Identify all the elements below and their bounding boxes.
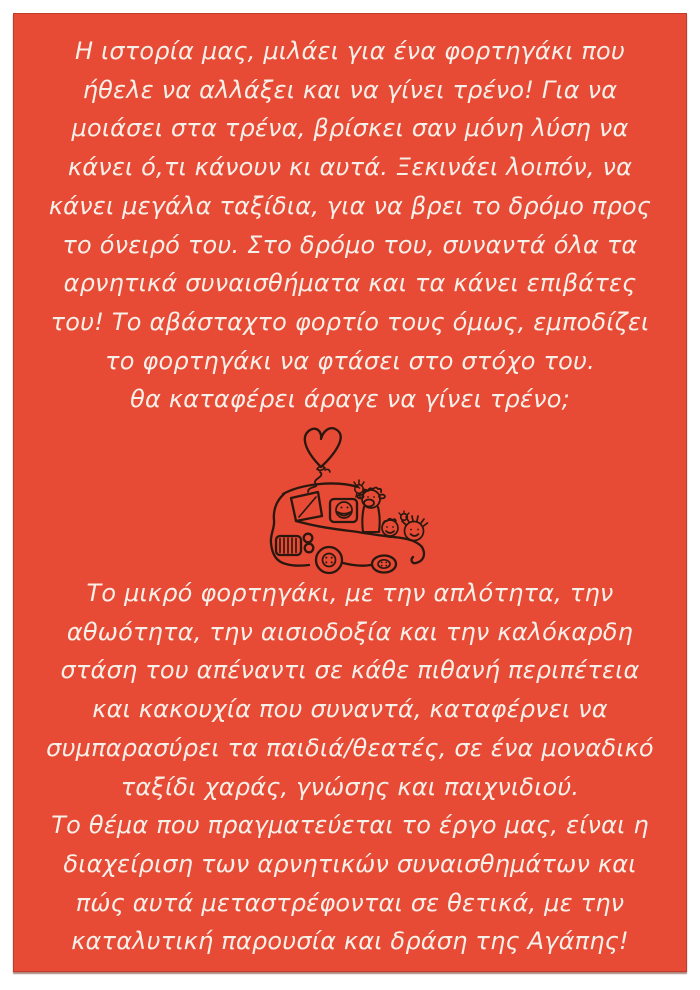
- story-line: ήθελε να αλλάξει και να γίνει τρένο! Για να: [82, 75, 618, 104]
- story-line: πώς αυτά μεταστρέφονται σε θετικά, με την: [75, 888, 625, 917]
- story-paragraph-bottom: [14, 574, 686, 961]
- heart-balloon-icon: [305, 428, 341, 472]
- story-paragraph-top: [14, 32, 686, 419]
- rear-child-character: [399, 511, 428, 541]
- front-wheel: [316, 547, 342, 573]
- story-line: κάνει ό,τι κάνουν κι αυτά. Ξεκινάει λοιπόν, να: [67, 153, 633, 182]
- story-line: κάνει μεγάλα ταξίδια, για να βρει το δρόμο προς: [48, 191, 652, 220]
- story-line: Το θέμα που πραγματεύεται το έργο μας, είναι η: [51, 811, 649, 840]
- headlight: [304, 534, 313, 543]
- story-line: θα καταφέρει άραγε να γίνει τρένο;: [130, 385, 570, 414]
- story-line: αρνητικά συναισθήματα και τα κάνει επιβάτες: [63, 269, 637, 298]
- truck-heart-doodle-svg: [263, 421, 498, 576]
- truck-body: [271, 483, 424, 565]
- story-line: και κακουχία που συναντά, καταφέρνει να: [92, 695, 608, 724]
- story-line: μοιάσει στα τρένα, βρίσκει σαν μόνη λύση να: [71, 114, 629, 143]
- sheep-character: [358, 488, 386, 533]
- story-line: καταλυτική παρουσία και δράση της Αγάπης!: [71, 927, 629, 956]
- child-character: [382, 519, 398, 536]
- story-line: διαχείριση των αρνητικών συναισθημάτων και: [63, 849, 637, 878]
- story-line: το όνειρό του. Στο δρόμο του, συναντά όλα τα: [62, 230, 638, 259]
- story-line: συμπαρασύρει τα παιδιά/θεατές, σε ένα μοναδικό: [46, 733, 654, 762]
- headlight: [305, 544, 314, 553]
- rear-wheel: [372, 556, 396, 573]
- story-line: το φορτηγάκι να φτάσει στο στόχο του.: [105, 346, 595, 375]
- red-poster-panel: [13, 13, 687, 972]
- truck-illustration: [263, 421, 498, 576]
- story-line: Η ιστορία μας, μιλάει για ένα φορτηγάκι που: [74, 37, 626, 65]
- driver-face: [336, 502, 352, 518]
- story-line: του! Το αβάσταχτο φορτίο τους όμως, εμποδίζει: [50, 307, 650, 336]
- story-line: στάση του απέναντι σε κάθε πιθανή περιπέτεια: [60, 656, 640, 685]
- story-line: αθωότητα, την αισιοδοξία και την καλόκαρδη: [66, 617, 634, 646]
- story-line: ταξίδι χαράς, γνώσης και παιχνιδιού.: [120, 772, 580, 801]
- story-line: Το μικρό φορτηγάκι, με την απλότητα, την: [86, 579, 614, 607]
- balloon-string: [308, 472, 321, 492]
